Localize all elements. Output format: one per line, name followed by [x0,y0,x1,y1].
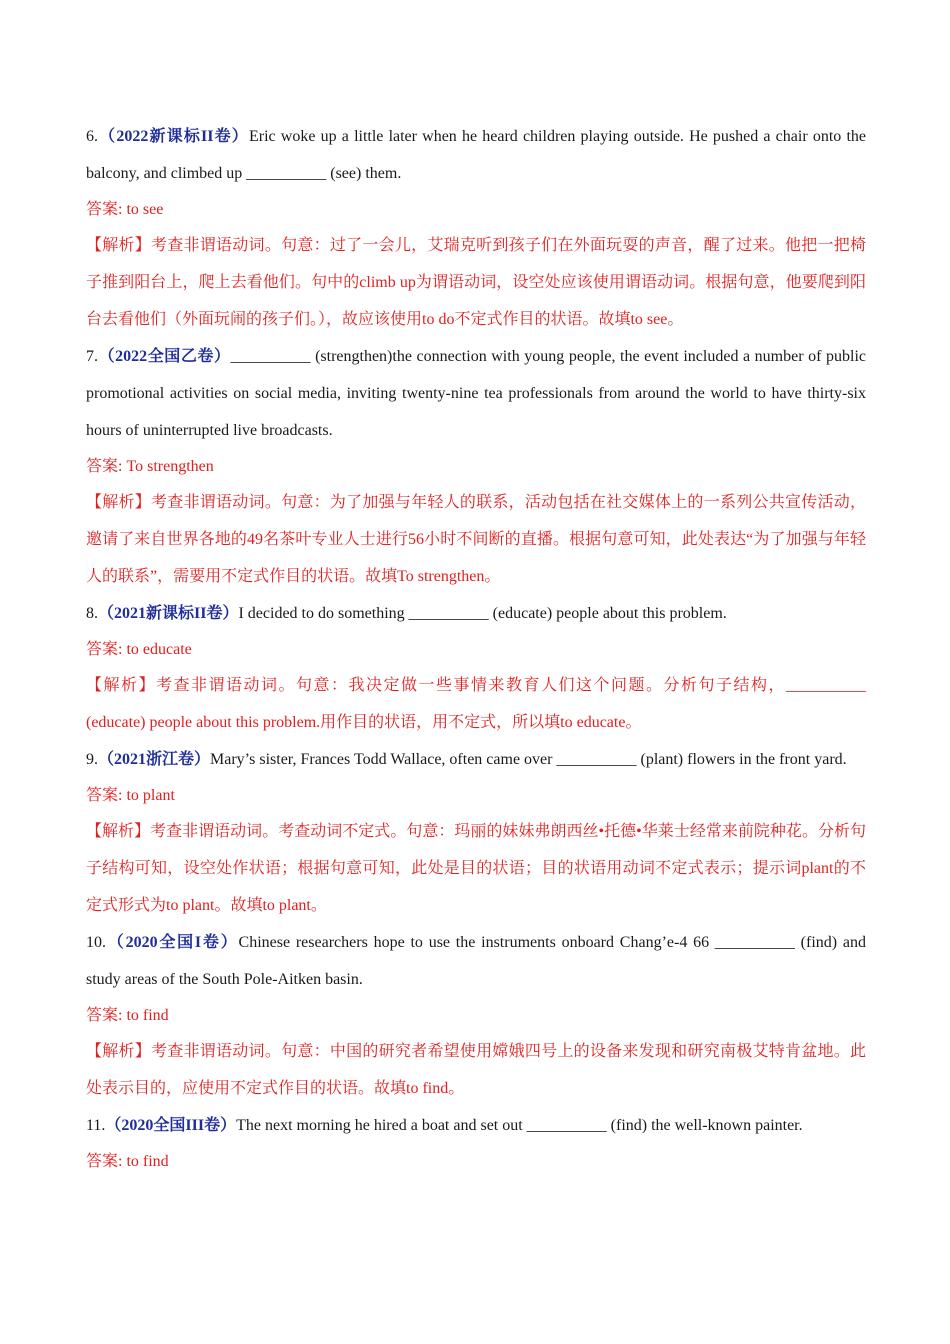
explanation-tag: 【解析】 [86,1043,152,1060]
answer: 答案: to educate [86,641,192,658]
question-source: （2020全国III卷） [105,1117,237,1134]
question-source: （2022全国乙卷） [98,348,231,365]
answer: 答案: to see [86,201,164,218]
question-number: 10. [86,934,106,951]
explanation-body: 考查非谓语动词。考查动词不定式。句意：玛丽的妹妹弗朗西丝•托德•华莱士经常来前院种花。分析句子结构可知，设空处作状语；根据句意可知，此处是目的状语；目的状语用动词不定式表示；提示词plant的不定式形式为to plant。故填to plant。 [86,823,866,914]
question-body: Eric woke up a little later when he heard children playing outside. He pushed a chair onto the balcony, and climbed up __________ (see) them. [86,128,866,182]
explanation [86,484,866,595]
question-list [86,118,866,1179]
answer: 答案: to find [86,1153,169,1170]
question-text [86,741,866,778]
question-number: 8. [86,605,98,622]
question-6 [86,118,866,338]
question-number: 9. [86,751,98,768]
explanation-tag: 【解析】 [86,237,152,254]
explanation [86,667,866,741]
question-number: 7. [86,348,98,365]
question-body: The next morning he hired a boat and set out __________ (find) the well-known painter. [236,1117,803,1134]
question-8 [86,595,866,741]
explanation-body: 考查非谓语动词。句意：过了一会儿，艾瑞克听到孩子们在外面玩耍的声音，醒了过来。他把一把椅子推到阳台上，爬上去看他们。句中的climb up为谓语动词，设空处应该使用谓语动词。根据句意，他要爬到阳台去看他们（外面玩闹的孩子们。），故应该使用to do不定式作目的状语。故填to see。 [86,237,866,328]
question-body: I decided to do something __________ (educate) people about this problem. [238,605,727,622]
explanation [86,813,866,924]
question-source: （2021浙江卷） [98,751,211,768]
explanation-body: 考查非谓语动词。句意：为了加强与年轻人的联系，活动包括在社交媒体上的一系列公共宣传活动，邀请了来自世界各地的49名茶叶专业人士进行56小时不间断的直播。根据句意可知，此处表达“为了加强与年轻人的联系”，需要用不定式作目的状语。故填To strengthen。 [86,494,866,585]
question-source: （2020全国I卷） [106,934,239,951]
explanation [86,1033,866,1107]
question-text [86,595,866,632]
question-number: 11. [86,1117,106,1134]
explanation-tag: 【解析】 [86,823,151,840]
question-text [86,1107,866,1144]
answer: 答案: to plant [86,787,175,804]
question-9 [86,741,866,924]
question-text [86,118,866,192]
explanation-tag: 【解析】 [86,494,152,511]
explanation-body: 考查非谓语动词。句意：我决定做一些事情来教育人们这个问题。分析句子结构，__________ (educate) people about this problem.用作目的状语，用不定式，所以填to educate。 [86,677,866,731]
question-source: （2022新课标II卷） [98,128,249,145]
explanation [86,227,866,338]
question-7 [86,338,866,595]
question-source: （2021新课标II卷） [98,605,239,622]
question-10 [86,924,866,1107]
answer: 答案: to find [86,1007,169,1024]
answer: 答案: To strengthen [86,458,214,475]
explanation-body: 考查非谓语动词。句意：中国的研究者希望使用嫦娥四号上的设备来发现和研究南极艾特肯盆地。此处表示目的，应使用不定式作目的状语。故填to find。 [86,1043,866,1097]
explanation-tag: 【解析】 [86,677,156,694]
question-11 [86,1107,866,1179]
question-body: __________ (strengthen)the connection with young people, the event included a number of public promotional activities on social media, inviting twenty-nine tea professionals from around the world to have thirty-six hours of uninterrupted live broadcasts. [86,348,866,439]
question-body: Mary’s sister, Frances Todd Wallace, often came over __________ (plant) flowers in the front yard. [210,751,847,768]
question-text [86,924,866,998]
question-body: Chinese researchers hope to use the instruments onboard Chang’e-4 66 __________ (find) and study areas of the South Pole-Aitken basin. [86,934,866,988]
question-number: 6. [86,128,98,145]
question-text [86,338,866,449]
